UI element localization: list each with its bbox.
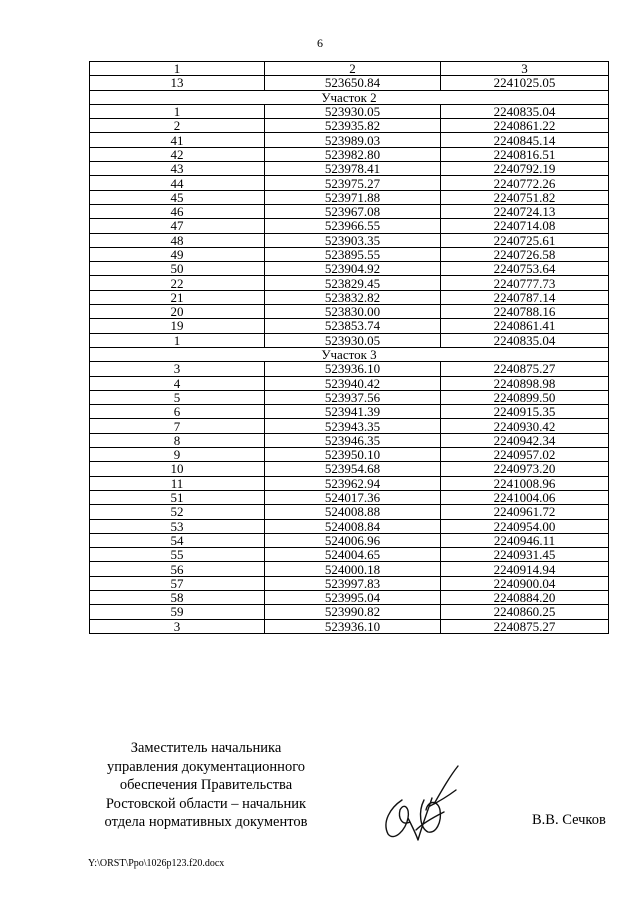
y-coordinate-cell: 2240898.98: [441, 376, 609, 390]
x-coordinate-cell: 523895.55: [265, 247, 441, 261]
point-number-cell: 44: [90, 176, 265, 190]
y-coordinate-cell: 2240946.11: [441, 533, 609, 547]
point-number-cell: 50: [90, 262, 265, 276]
table-row: [90, 519, 609, 533]
x-coordinate-cell: 523829.45: [265, 276, 441, 290]
x-coordinate-cell: 523832.82: [265, 290, 441, 304]
x-coordinate-cell: 523903.35: [265, 233, 441, 247]
point-number-cell: 2: [90, 119, 265, 133]
x-coordinate-cell: 523995.04: [265, 590, 441, 604]
page-number: 6: [317, 36, 323, 50]
table-row: [90, 576, 609, 590]
x-coordinate-cell: 523937.56: [265, 390, 441, 404]
x-coordinate-cell: 523830.00: [265, 305, 441, 319]
table-row: [90, 405, 609, 419]
header-cell-x: 2: [265, 62, 441, 76]
point-number-cell: 1: [90, 333, 265, 347]
signer-position-line: управления документационного: [106, 758, 306, 775]
y-coordinate-cell: 2240751.82: [441, 190, 609, 204]
y-coordinate-cell: 2240899.50: [441, 390, 609, 404]
x-coordinate-cell: 523966.55: [265, 219, 441, 233]
x-coordinate-cell: 523950.10: [265, 448, 441, 462]
x-coordinate-cell: 524006.96: [265, 533, 441, 547]
table-row: [90, 276, 609, 290]
point-number-cell: 47: [90, 219, 265, 233]
x-coordinate-cell: 523978.41: [265, 162, 441, 176]
point-number-cell: 53: [90, 519, 265, 533]
point-number-cell: 52: [90, 505, 265, 519]
section-title: Участок 3: [90, 347, 609, 361]
y-coordinate-cell: 2240835.04: [441, 104, 609, 118]
table-row: [90, 247, 609, 261]
point-number-cell: 13: [90, 76, 265, 90]
y-coordinate-cell: 2240816.51: [441, 147, 609, 161]
y-coordinate-cell: 2240860.25: [441, 605, 609, 619]
table-row: [90, 119, 609, 133]
y-coordinate-cell: 2240772.26: [441, 176, 609, 190]
table-row: [90, 490, 609, 504]
point-number-cell: 45: [90, 190, 265, 204]
signer-name: В.В. Сечков: [532, 812, 606, 828]
table-row: [90, 562, 609, 576]
point-number-cell: 41: [90, 133, 265, 147]
signer-position-line: отдела нормативных документов: [104, 814, 308, 830]
y-coordinate-cell: 2240787.14: [441, 290, 609, 304]
table-row: [90, 233, 609, 247]
y-coordinate-cell: 2241004.06: [441, 490, 609, 504]
x-coordinate-cell: 523930.05: [265, 333, 441, 347]
x-coordinate-cell: 524004.65: [265, 548, 441, 562]
point-number-cell: 55: [90, 548, 265, 562]
y-coordinate-cell: 2240724.13: [441, 204, 609, 218]
table-row: [90, 390, 609, 404]
section-title: Участок 2: [90, 90, 609, 104]
point-number-cell: 6: [90, 405, 265, 419]
table-row: [90, 319, 609, 333]
point-number-cell: 58: [90, 590, 265, 604]
y-coordinate-cell: 2240957.02: [441, 448, 609, 462]
table-row: [90, 190, 609, 204]
table-row: [90, 305, 609, 319]
x-coordinate-cell: 524000.18: [265, 562, 441, 576]
x-coordinate-cell: 523935.82: [265, 119, 441, 133]
signer-position-line: Ростовской области – начальник: [105, 795, 307, 812]
y-coordinate-cell: 2240931.45: [441, 548, 609, 562]
point-number-cell: 20: [90, 305, 265, 319]
point-number-cell: 3: [90, 619, 265, 633]
point-number-cell: 42: [90, 147, 265, 161]
y-coordinate-cell: 2240726.58: [441, 247, 609, 261]
point-number-cell: 43: [90, 162, 265, 176]
point-number-cell: 5: [90, 390, 265, 404]
coordinates-table: [89, 61, 609, 634]
y-coordinate-cell: 2240875.27: [441, 362, 609, 376]
point-number-cell: 46: [90, 204, 265, 218]
y-coordinate-cell: 2240861.22: [441, 119, 609, 133]
point-number-cell: 8: [90, 433, 265, 447]
x-coordinate-cell: 523904.92: [265, 262, 441, 276]
point-number-cell: 59: [90, 605, 265, 619]
y-coordinate-cell: 2240792.19: [441, 162, 609, 176]
x-coordinate-cell: 523990.82: [265, 605, 441, 619]
table-row: [90, 619, 609, 633]
x-coordinate-cell: 523997.83: [265, 576, 441, 590]
y-coordinate-cell: 2240725.61: [441, 233, 609, 247]
signer-position-line: Заместитель начальника: [130, 740, 282, 756]
x-coordinate-cell: 523946.35: [265, 433, 441, 447]
table-row: [90, 462, 609, 476]
table-row: [90, 433, 609, 447]
table-row: [90, 376, 609, 390]
signature-block-title: [96, 739, 316, 832]
section-row: [90, 90, 609, 104]
table-row: [90, 362, 609, 376]
x-coordinate-cell: 523940.42: [265, 376, 441, 390]
handwritten-signature: [372, 760, 467, 845]
y-coordinate-cell: 2240900.04: [441, 576, 609, 590]
point-number-cell: 48: [90, 233, 265, 247]
point-number-cell: 54: [90, 533, 265, 547]
y-coordinate-cell: 2240973.20: [441, 462, 609, 476]
x-coordinate-cell: 523971.88: [265, 190, 441, 204]
point-number-cell: 3: [90, 362, 265, 376]
point-number-cell: 22: [90, 276, 265, 290]
file-path: Y:\ORST\Ppo\1026p123.f20.docx: [88, 858, 225, 869]
section-row: [90, 347, 609, 361]
y-coordinate-cell: 2240961.72: [441, 505, 609, 519]
y-coordinate-cell: 2240788.16: [441, 305, 609, 319]
table-row: [90, 290, 609, 304]
y-coordinate-cell: 2240954.00: [441, 519, 609, 533]
x-coordinate-cell: 524017.36: [265, 490, 441, 504]
point-number-cell: 9: [90, 448, 265, 462]
point-number-cell: 49: [90, 247, 265, 261]
x-coordinate-cell: 523967.08: [265, 204, 441, 218]
y-coordinate-cell: 2240753.64: [441, 262, 609, 276]
y-coordinate-cell: 2240835.04: [441, 333, 609, 347]
x-coordinate-cell: 523941.39: [265, 405, 441, 419]
table-row: [90, 448, 609, 462]
table-row: [90, 104, 609, 118]
table-row: [90, 533, 609, 547]
x-coordinate-cell: 523975.27: [265, 176, 441, 190]
signer-position-line: обеспечения Правительства: [119, 777, 293, 793]
y-coordinate-cell: 2240930.42: [441, 419, 609, 433]
point-number-cell: 19: [90, 319, 265, 333]
table-row: [90, 505, 609, 519]
x-coordinate-cell: 524008.84: [265, 519, 441, 533]
y-coordinate-cell: 2240875.27: [441, 619, 609, 633]
y-coordinate-cell: 2240914.94: [441, 562, 609, 576]
point-number-cell: 57: [90, 576, 265, 590]
y-coordinate-cell: 2240714.08: [441, 219, 609, 233]
y-coordinate-cell: 2240942.34: [441, 433, 609, 447]
table-row: [90, 590, 609, 604]
x-coordinate-cell: 523930.05: [265, 104, 441, 118]
x-coordinate-cell: 523936.10: [265, 362, 441, 376]
x-coordinate-cell: 523943.35: [265, 419, 441, 433]
y-coordinate-cell: 2241025.05: [441, 76, 609, 90]
table-row: [90, 605, 609, 619]
header-cell-point: 1: [90, 62, 265, 76]
point-number-cell: 7: [90, 419, 265, 433]
table-row: [90, 162, 609, 176]
point-number-cell: 4: [90, 376, 265, 390]
point-number-cell: 56: [90, 562, 265, 576]
x-coordinate-cell: 523853.74: [265, 319, 441, 333]
table-row: [90, 333, 609, 347]
table-header-row: [90, 62, 609, 76]
table-row: [90, 219, 609, 233]
y-coordinate-cell: 2240861.41: [441, 319, 609, 333]
point-number-cell: 21: [90, 290, 265, 304]
point-number-cell: 1: [90, 104, 265, 118]
coordinates-table-body: [90, 62, 609, 634]
header-cell-y: 3: [441, 62, 609, 76]
point-number-cell: 11: [90, 476, 265, 490]
y-coordinate-cell: 2241008.96: [441, 476, 609, 490]
y-coordinate-cell: 2240915.35: [441, 405, 609, 419]
table-row: [90, 76, 609, 90]
table-row: [90, 204, 609, 218]
table-row: [90, 133, 609, 147]
x-coordinate-cell: 523989.03: [265, 133, 441, 147]
x-coordinate-cell: 523982.80: [265, 147, 441, 161]
table-row: [90, 476, 609, 490]
y-coordinate-cell: 2240845.14: [441, 133, 609, 147]
x-coordinate-cell: 523650.84: [265, 76, 441, 90]
x-coordinate-cell: 523936.10: [265, 619, 441, 633]
x-coordinate-cell: 523954.68: [265, 462, 441, 476]
table-row: [90, 548, 609, 562]
x-coordinate-cell: 523962.94: [265, 476, 441, 490]
table-row: [90, 147, 609, 161]
x-coordinate-cell: 524008.88: [265, 505, 441, 519]
table-row: [90, 176, 609, 190]
table-row: [90, 262, 609, 276]
point-number-cell: 51: [90, 490, 265, 504]
table-row: [90, 419, 609, 433]
y-coordinate-cell: 2240884.20: [441, 590, 609, 604]
y-coordinate-cell: 2240777.73: [441, 276, 609, 290]
point-number-cell: 10: [90, 462, 265, 476]
